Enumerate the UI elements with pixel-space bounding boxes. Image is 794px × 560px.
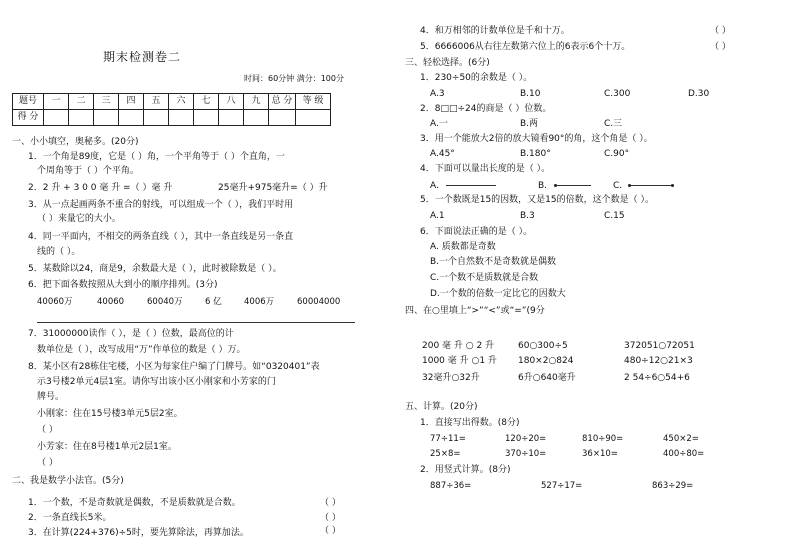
- score-input-cell[interactable]: [269, 110, 296, 126]
- score-input-cell[interactable]: [219, 110, 244, 126]
- score-cell: 三: [94, 94, 119, 110]
- sec2-q4: 4．和万相邻的计数单位是千和十万。: [420, 26, 570, 36]
- sec1-q5: 5．某数除以24，商是9，余数最大是（ ），此时被除数是（ ）。: [28, 264, 282, 274]
- score-input-cell[interactable]: [194, 110, 219, 126]
- section-4-heading: 四、在○里填上“>”“<”或“=”(9分: [405, 306, 545, 316]
- score-cell: 四: [119, 94, 144, 110]
- score-input-cell[interactable]: [94, 110, 119, 126]
- sec3-q4: 4．下面可以量出长度的是（ ）。: [420, 164, 551, 174]
- sec1-q3-line1: 3．从一点起画两条不重合的射线，可以组成一个（ ），我们平时用: [28, 200, 294, 210]
- sec5-part1-heading: 1．直接写出得数。(8分): [420, 418, 520, 428]
- answer-line[interactable]: [37, 322, 355, 323]
- score-input-cell[interactable]: [169, 110, 194, 126]
- sec1-q6: 6．把下面各数按照从大到小的顺序排列。(3分): [28, 280, 218, 290]
- sec3-q5: 5．一个数既是15的因数，又是15的倍数，这个数是（ ）。: [420, 195, 654, 205]
- option[interactable]: A.1: [430, 211, 445, 221]
- exam-meta: 时间：60分钟 满分：100分: [244, 74, 344, 83]
- score-cell: 一: [44, 94, 69, 110]
- option: A.: [430, 181, 439, 191]
- section-1-heading: 一、小小填空，奥秘多。(20分): [12, 137, 139, 147]
- option[interactable]: D.30: [688, 89, 710, 99]
- option[interactable]: B.3: [520, 211, 535, 221]
- option: C.: [613, 181, 623, 191]
- compare-item[interactable]: 180×2○824: [518, 356, 574, 366]
- judge-paren[interactable]: （ ）: [320, 498, 341, 508]
- score-cell: 等 级: [296, 94, 331, 110]
- sec1-q8-line2: 示3号楼2单元4层1室。请你写出该小区小刚家和小芳家的门: [37, 377, 276, 387]
- number-item: 4006万: [244, 297, 275, 307]
- compare-item[interactable]: 480÷12○21×3: [624, 356, 693, 366]
- option[interactable]: B.10: [520, 89, 541, 99]
- score-cell: 总 分: [269, 94, 296, 110]
- option[interactable]: A.一: [430, 119, 448, 129]
- calc-item[interactable]: 25×8=: [430, 449, 461, 459]
- compare-item[interactable]: 372051○72051: [624, 341, 695, 351]
- sec3-q2: 2．8□□÷24的商是（ ）位数。: [420, 104, 552, 114]
- sec3-q6: 6．下面说法正确的是（ ）。: [420, 227, 533, 237]
- option-b-ray[interactable]: [538, 180, 591, 192]
- score-table-header-row: [13, 94, 331, 110]
- score-input-cell[interactable]: [144, 110, 169, 126]
- sec1-q8-xiaofang: 小芳家：住在8号楼1单元2层1室。: [37, 442, 177, 452]
- sec1-q1-line2: 个周角等于（ ）个平角。: [37, 166, 139, 176]
- option[interactable]: B.180°: [520, 149, 551, 159]
- section-2-heading: 二、我是数学小法官。(5分): [12, 476, 124, 486]
- score-cell: 五: [144, 94, 169, 110]
- sec1-q8-xiaogang: 小刚家：住在15号楼3单元5层2室。: [37, 409, 183, 419]
- sec5-part2-heading: 2．用竖式计算。(8分): [420, 465, 511, 475]
- number-item: 60040万: [147, 297, 183, 307]
- sec1-q4-line1: 4．同一平面内，不相交的两条直线（ ），其中一条直线是另一条直: [28, 232, 294, 242]
- score-cell: 九: [244, 94, 269, 110]
- calc-item[interactable]: 370÷10=: [505, 449, 547, 459]
- score-input-cell[interactable]: [244, 110, 269, 126]
- option[interactable]: A.45°: [430, 149, 455, 159]
- sec1-q4-line2: 线的（ ）。: [37, 247, 81, 257]
- option[interactable]: C.300: [604, 89, 631, 99]
- sec1-q1-line1: 1．一个角是89度，它是（ ）角，一个平角等于（ ）个直角，一: [28, 152, 285, 162]
- compare-item[interactable]: 1000 毫 升 ○1 升: [422, 356, 497, 366]
- judge-paren[interactable]: （ ）: [710, 26, 731, 36]
- sec2-q1: 1．一个数，不是奇数就是偶数，不是质数就是合数。: [28, 498, 241, 508]
- option[interactable]: C.一个数不是质数就是合数: [430, 273, 539, 283]
- compare-item[interactable]: 60○300÷5: [518, 341, 568, 351]
- score-table: [12, 93, 331, 126]
- compare-item[interactable]: 6升○640毫升: [518, 373, 576, 383]
- calc-item[interactable]: 400÷80=: [663, 449, 705, 459]
- score-table-score-row: [13, 110, 331, 126]
- sec3-q1: 1．230÷50的余数是（ ）。: [420, 73, 533, 83]
- sec1-q8-line3: 牌号。: [37, 392, 65, 402]
- sec1-q7-line2: 数单位是（ ），改写成用“万”作单位的数是（ ）万。: [37, 345, 246, 355]
- option[interactable]: C.90°: [604, 149, 630, 159]
- option-c-segment[interactable]: [613, 180, 674, 192]
- option[interactable]: D.一个数的倍数一定比它的因数大: [430, 289, 566, 299]
- compare-item[interactable]: 2 54÷6○54+6: [624, 373, 690, 383]
- compare-item[interactable]: 200 毫 升 ○ 2 升: [422, 341, 495, 351]
- segment-figure: [631, 185, 671, 186]
- score-cell: 二: [69, 94, 94, 110]
- compare-item[interactable]: 32毫升○32升: [422, 373, 480, 383]
- judge-paren[interactable]: （ ）: [710, 42, 731, 52]
- score-cell: 八: [219, 94, 244, 110]
- option[interactable]: A. 质数都是奇数: [430, 242, 496, 252]
- number-item: 6 亿: [205, 297, 222, 307]
- sec1-q7-line1: 7．31000000读作（ ），是（ ）位数，最高位的计: [28, 329, 234, 339]
- option[interactable]: C.三: [604, 119, 623, 129]
- calc-item[interactable]: 120÷20=: [505, 434, 547, 444]
- option: B.: [538, 181, 548, 191]
- straight-line-figure: [446, 185, 496, 186]
- vertical-calc-item[interactable]: 887÷36=: [430, 481, 472, 491]
- page-title: 期末检测卷二: [103, 50, 182, 64]
- option[interactable]: A.3: [430, 89, 445, 99]
- option[interactable]: B.一个自然数不是奇数就是偶数: [430, 257, 557, 267]
- score-input-cell[interactable]: [69, 110, 94, 126]
- answer-paren[interactable]: （ ）: [37, 458, 58, 468]
- vertical-calc-item[interactable]: 863÷29=: [652, 481, 694, 491]
- sec1-q2-part1: 2．2 升 + 3 0 0 毫 升 =（ ）毫 升: [28, 183, 173, 193]
- calc-item[interactable]: 77÷11=: [430, 434, 466, 444]
- score-input-cell[interactable]: [119, 110, 144, 126]
- score-cell: 七: [194, 94, 219, 110]
- sec2-q3: 3．在计算(224+376)÷5时，要先算除法，再算加法。: [28, 528, 249, 538]
- score-cell: 六: [169, 94, 194, 110]
- sec2-q5: 5．6666006从右往左数第六位上的6表示6个十万。: [420, 42, 631, 52]
- score-input-cell[interactable]: [44, 110, 69, 126]
- calc-item[interactable]: 450×2=: [663, 434, 699, 444]
- section-3-heading: 三、轻松选择。(6分): [405, 58, 490, 68]
- sec2-q2: 2．一条直线长5米。: [28, 513, 112, 523]
- calc-item[interactable]: 36×10=: [582, 449, 618, 459]
- number-item: 60004000: [297, 297, 341, 307]
- sec1-q8-line1: 8．某小区有28栋住宅楼，小区为每家住户编了门牌号。如“0320401”表: [28, 362, 320, 372]
- score-row-label: 得 分: [13, 110, 44, 126]
- score-input-cell[interactable]: [296, 110, 331, 126]
- option[interactable]: B.两: [520, 119, 539, 129]
- ray-figure: [557, 185, 591, 186]
- section-5-heading: 五、计算。(20分): [405, 402, 478, 412]
- option-a-line[interactable]: [430, 180, 496, 192]
- score-cell: 题号: [13, 94, 44, 110]
- judge-paren[interactable]: （ ）: [320, 513, 341, 523]
- sec1-q2-part2: 25毫升+975毫升=（ ）升: [218, 183, 328, 193]
- number-item: 40060: [97, 297, 125, 307]
- sec3-q3: 3．用一个能放大2倍的放大镜看90°的角，这个角是（ ）。: [420, 134, 653, 144]
- calc-item[interactable]: 810÷90=: [582, 434, 624, 444]
- judge-paren[interactable]: （ ）: [320, 526, 341, 536]
- option[interactable]: C.15: [604, 211, 625, 221]
- vertical-calc-item[interactable]: 527÷17=: [541, 481, 583, 491]
- sec1-q3-line2: （ ）来量它的大小。: [37, 214, 121, 224]
- answer-paren[interactable]: （ ）: [37, 425, 58, 435]
- segment-endpoint-icon: [671, 184, 674, 187]
- number-item: 40060万: [37, 297, 73, 307]
